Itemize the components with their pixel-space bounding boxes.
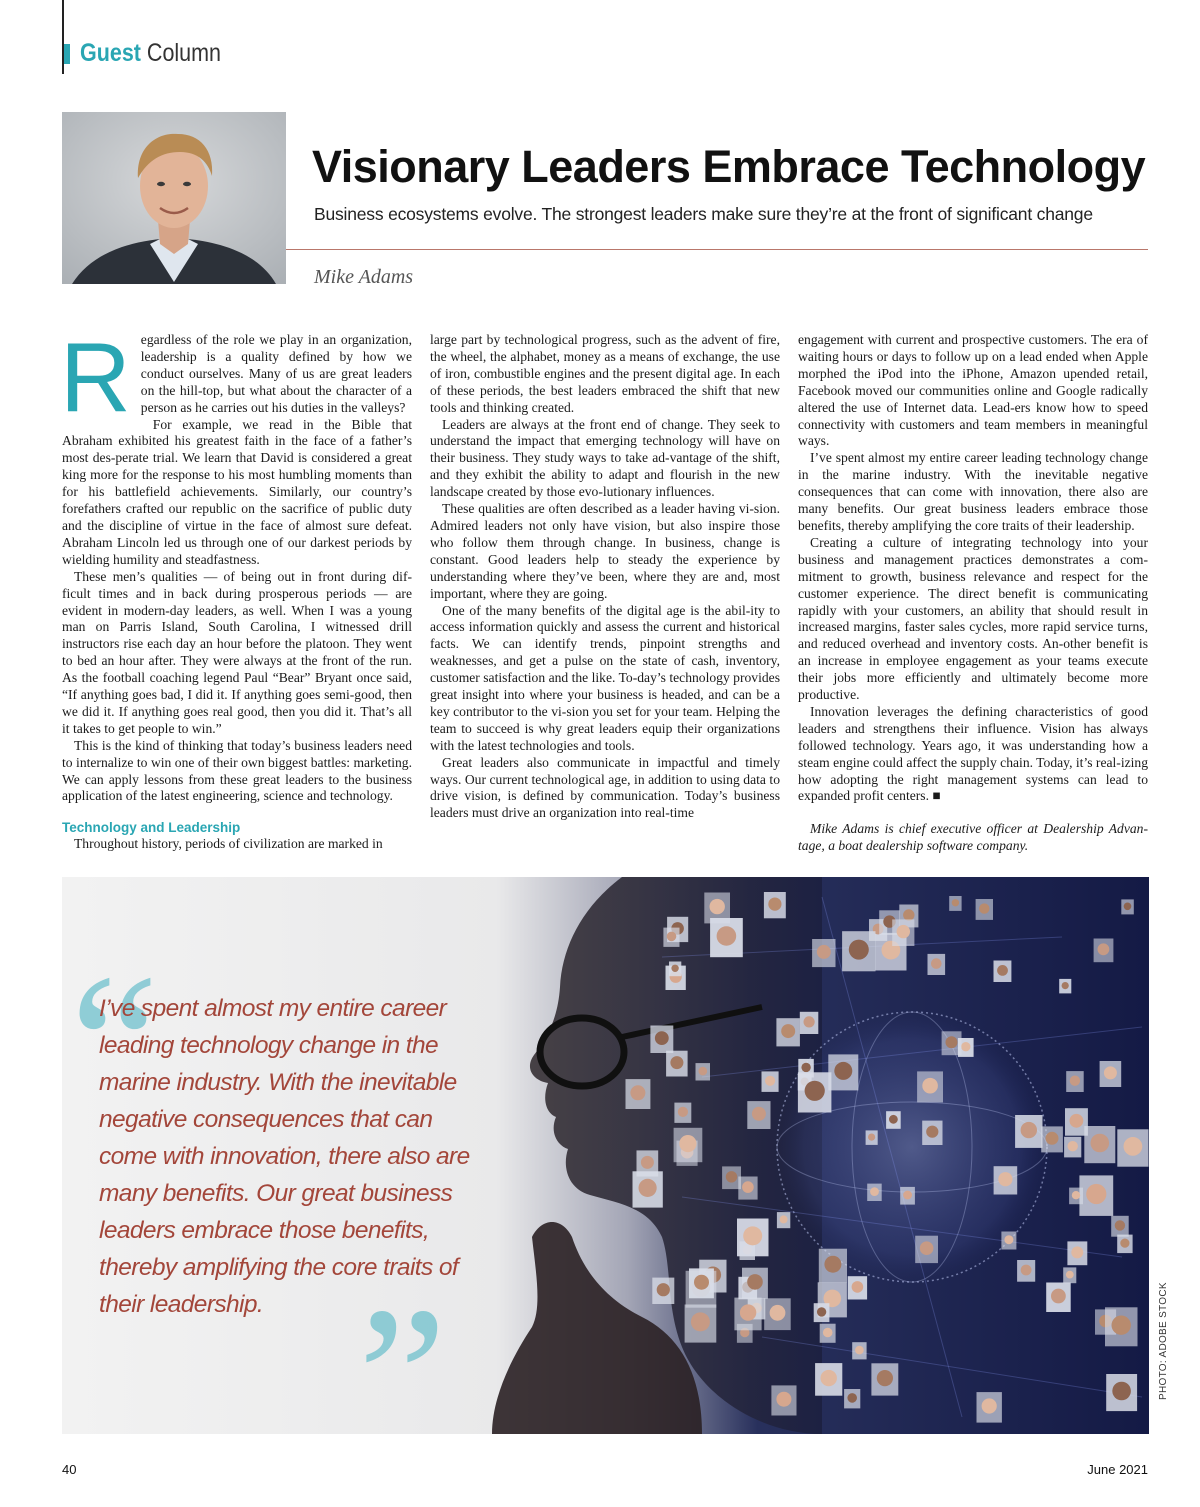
profile-tile-face xyxy=(1124,1137,1143,1156)
profile-tile-face xyxy=(1124,903,1132,911)
profile-tile-face xyxy=(821,1370,837,1386)
profile-tile-face xyxy=(691,1312,710,1331)
profile-tile-face xyxy=(870,1187,879,1196)
profile-tile-face xyxy=(946,1036,958,1048)
author-photo xyxy=(62,112,286,284)
profile-tile-face xyxy=(889,1115,898,1124)
profile-tile-face xyxy=(903,909,914,920)
body-paragraph: Great leaders also communicate in impactful and timely ways. Our current technological age, in addition to using data to drive vision, is defined by communication. Today’s business leaders must drive an organization into real-time xyxy=(430,754,780,821)
profile-tile-face xyxy=(877,1370,893,1386)
page-number: 40 xyxy=(62,1462,77,1477)
title-divider xyxy=(286,249,1148,250)
article-column-3 xyxy=(798,332,1148,855)
article-title: Visionary Leaders Embrace Technology xyxy=(312,141,1146,192)
profile-tile-face xyxy=(847,1393,857,1403)
profile-tile-face xyxy=(671,965,678,972)
profile-tile-face xyxy=(979,903,989,913)
body-paragraph: Leaders are always at the front end of change. They seek to understand the impact that emerging technology will have on their business. They study ways to take ad-vantage of the shift, and they exhibit the ability to adapt and flourish in the new landscape created by those evo-lutionary influences. xyxy=(430,416,780,500)
body-paragraph: Throughout history, periods of civilization are marked in xyxy=(74,836,383,852)
profile-tile-face xyxy=(1115,1220,1125,1230)
body-paragraph: I’ve spent almost my entire career leading technology change in the marine industry. With the inevitable negative consequences that can come with innovation, there also are many benefits. Our great business leaders embrace those benefits, thereby amplifying the core traits of their leadership. xyxy=(798,450,1148,533)
profile-tile-face xyxy=(717,926,737,946)
profile-tile-face xyxy=(678,1107,688,1117)
section-rest: Column xyxy=(146,39,222,67)
profile-tile-face xyxy=(630,1085,645,1100)
profile-tile-face xyxy=(1070,1076,1080,1086)
profile-tile-face xyxy=(920,1241,934,1255)
profile-tile-face xyxy=(1051,1289,1066,1304)
open-quote-mark: “ xyxy=(70,934,159,1155)
body-paragraph: These qualities are often described as a leader having vi-sion. Admired leaders not only have vision, but also inspire those who follow them through change. In business, change is constant. Good leaders help to steady the experience by understanding where they’ve been, where they are and, most important, where they are going. xyxy=(430,501,780,601)
profile-tile-face xyxy=(752,1107,766,1121)
article-column-1 xyxy=(60,322,412,853)
body-paragraph: large part by technological progress, such as the advent of fire, the wheel, the alphabet, money as a means of exchange, the use of iron, combustible engines and the present digital age. In each of these periods, the best leaders embraced the shift that new tools and thinking created. xyxy=(430,332,780,415)
profile-tile-face xyxy=(776,1392,791,1407)
profile-tile-face xyxy=(655,1031,669,1045)
body-paragraph: This is the kind of thinking that today’s business leaders need to internalize to win one of their own biggest battles: marketing. We can apply lessons from these great leaders to the business application of the latest engineering, science and technology. xyxy=(62,737,412,804)
profile-tile-face xyxy=(926,1126,938,1138)
profile-tile-face xyxy=(740,1304,756,1320)
profile-tile-face xyxy=(824,1256,841,1273)
profile-tile-face xyxy=(639,1179,657,1197)
section-keyword: Guest xyxy=(80,39,141,67)
profile-tile-face xyxy=(1104,1066,1117,1079)
profile-tile-face xyxy=(1068,1141,1078,1151)
body-paragraph: One of the many benefits of the digital age is the abil-ity to access information quickly and assess the current and historical facts. We can identify trends, pinpoint strengths and weaknesses, and get a pulse on the state of cash, inventory, customer satisfaction and the like. To-day’s technology provides great insight into where your business is headed, and can be a key contributor to the vi-sion you set for your team. Helping the team to succeed is why great leaders equip their organizations with the latest technologies and tools. xyxy=(430,602,780,753)
profile-tile-face xyxy=(1112,1382,1131,1401)
profile-tile-face xyxy=(694,1275,709,1290)
author-byline: Mike Adams xyxy=(314,266,414,288)
profile-tile-face xyxy=(1004,1235,1013,1244)
section-marker-bar xyxy=(64,44,70,64)
profile-tile-face xyxy=(710,899,725,914)
profile-tile-face xyxy=(667,932,677,942)
profile-tile-face xyxy=(931,958,942,969)
profile-tile-face xyxy=(817,945,831,959)
profile-tile-face xyxy=(868,1134,875,1141)
profile-tile-face xyxy=(1046,1132,1059,1145)
profile-tile-face xyxy=(804,1016,815,1027)
profile-tile-face xyxy=(670,1056,683,1069)
profile-tile-face xyxy=(768,898,781,911)
profile-tile-face xyxy=(952,899,959,906)
body-paragraph: engagement with current and prospective customers. The era of waiting hours or days to follow up on a lead ended when Apple morphed the iPod into the iPhone, Amazon upended retail, Facebook moved our communities online and Google radically altered the use of Internet data. Lead-ers know how to speed connectivity with customers and team members in meaningful ways. xyxy=(798,332,1148,449)
profile-tile-face xyxy=(780,1215,788,1223)
profile-tile-face xyxy=(657,1283,670,1296)
profile-tile-face xyxy=(805,1081,825,1101)
profile-tile-face xyxy=(1062,982,1069,989)
profile-tile-face xyxy=(897,925,910,938)
profile-tile-face xyxy=(1120,1239,1129,1248)
body-paragraph: These men’s qualities — of being out in front during dif-ficult times and in back during prosperous periods — are evident in modern-day leaders, as well. When I was a young man on Parris Island, South Carolina, I witnessed drill instructors rise each day an hour before the platoon. They went to bed an hour after. They were always at the front of the run. As the football coaching legend Paul “Bear” Bryant once said, “If anything goes bad, I did it. If anything goes semi-good, then we did it. If anything goes real good, then you did it. That’s all it takes to get people to win.” xyxy=(62,568,412,736)
profile-tile-face xyxy=(1091,1134,1110,1153)
profile-tile-face xyxy=(961,1042,970,1051)
body-paragraph: Creating a culture of integrating technology into your business and management practices demonstrates a com-mitment to growth, business relevance and respect for the customer experience. The direct benefit is communicating rapidly with your customers, an ability that should result in increased margins, faster sales cycles, more rapid service turns, and reduced overhead and inventory costs. An-other benefit is an increase in employee engagement as your teams execute their jobs more efficiently and ultimately become more productive. xyxy=(798,534,1148,703)
article-column-2 xyxy=(430,332,780,822)
profile-tile-face xyxy=(781,1024,795,1038)
profile-tile-face xyxy=(1021,1265,1032,1276)
profile-tile-face xyxy=(922,1078,938,1094)
profile-tile-face xyxy=(699,1067,708,1076)
profile-tile-face xyxy=(998,1172,1012,1186)
pull-quote: I’ve spent almost my entire career leading technology change in the marine industry. With the inevitable negative consequences that can come with innovation, there also are many benefits. Our great business leaders embrace those benefits, thereby amplifying the core traits of their leadership. xyxy=(99,995,470,1318)
body-paragraph: Innovation leverages the defining characteristics of good leaders and strengthens their influence. Vision has always followed technology. Years ago, it was understanding how a steam engine could affect the supply chain. Today, it’s real-izing how adopting the right management systems can lead to expanded profit centers. ■ xyxy=(798,703,1148,804)
profile-tile-face xyxy=(817,1307,826,1316)
body-paragraph: For example, we read in the Bible that Abraham exhibited his greatest faith in the face of a father’s most des-perate trial. We learn that David is considered a great king more for the response to his most humbling moments than for his battlefield achievements. Similarly, our country’s forefathers crafted our republic on the sacrifice of public duty and the discipline of virtue in the face of almost sure defeat. Abraham Lincoln led us through one of our darkest periods by wielding humility and steadfastness. xyxy=(62,416,412,567)
profile-tile-face xyxy=(849,940,869,960)
profile-tile-face xyxy=(1021,1122,1037,1138)
profile-tile-face xyxy=(770,1305,786,1321)
profile-tile-face xyxy=(823,1328,833,1338)
section-subhead: Technology and Leadership xyxy=(62,820,241,836)
profile-tile-face xyxy=(1070,1114,1084,1128)
profile-tile-face xyxy=(641,1156,654,1169)
profile-tile-face xyxy=(742,1181,754,1193)
drop-cap: R xyxy=(60,322,131,432)
body-paragraph: Regardless of the role we play in an organization, leadership is a quality defined by how we conduct ourselves. Many of us are great leaders on the hill-top, but what about the character of a person as he carries out his duties in the valleys? xyxy=(60,322,412,432)
author-bio: Mike Adams is chief executive officer at Dealership Advan-tage, a boat dealership software company. xyxy=(798,821,1148,854)
profile-tile-face xyxy=(997,965,1008,976)
profile-tile-face xyxy=(679,1135,696,1152)
close-quote-mark: ” xyxy=(358,1267,447,1488)
profile-tile-face xyxy=(982,1398,997,1413)
profile-tile-face xyxy=(1072,1191,1080,1199)
profile-tile-face xyxy=(855,1346,864,1355)
profile-tile-face xyxy=(1066,1271,1074,1279)
profile-tile-face xyxy=(765,1076,775,1086)
profile-tile-face xyxy=(726,1171,737,1182)
profile-tile-face xyxy=(1086,1184,1106,1204)
photo-credit: PHOTO: ADOBE STOCK xyxy=(1158,1282,1169,1400)
profile-tile-face xyxy=(747,1274,763,1290)
profile-tile-face xyxy=(1098,943,1110,955)
profile-tile-face xyxy=(743,1226,762,1245)
profile-tile-face xyxy=(852,1281,864,1293)
profile-tile-face xyxy=(1112,1316,1131,1335)
profile-tile-face xyxy=(801,1063,810,1072)
issue-date: June 2021 xyxy=(1087,1462,1148,1477)
profile-tile-face xyxy=(834,1062,852,1080)
profile-tile-face xyxy=(1071,1246,1083,1258)
profile-tile-face xyxy=(903,1191,912,1200)
section-label xyxy=(80,38,221,68)
article-subtitle: Business ecosystems evolve. The strongest leaders make sure they’re at the front of significant change xyxy=(314,204,1093,224)
